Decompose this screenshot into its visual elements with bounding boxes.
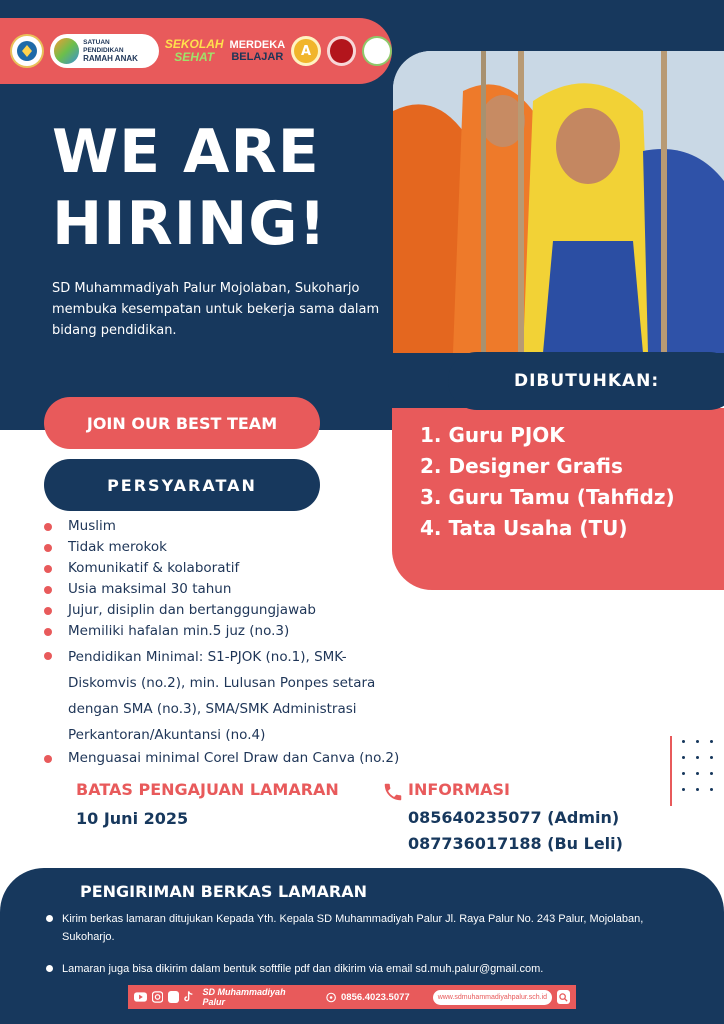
students-photo: [393, 51, 724, 353]
merdeka-belajar-line-2: BELAJAR: [231, 51, 284, 63]
footer-school-name: SD Muhammadiyah Palur: [202, 987, 286, 1007]
info-phone-admin[interactable]: 085640235077 (Admin): [408, 808, 620, 827]
bullet-icon: [46, 915, 53, 922]
instagram-icon[interactable]: [152, 991, 163, 1003]
requirement-item: [44, 600, 444, 621]
intro-text: SD Muhammadiyah Palur Mojolaban, Sukoharjo membuka kesempatan untuk bekerja sama dalam bidang pendidikan.: [52, 281, 380, 338]
logo-bar: [0, 18, 392, 84]
requirement-text: Jujur, disiplin dan bertanggungjawab: [68, 602, 316, 618]
footer-bar: [128, 985, 576, 1009]
requirements-title: PERSYARATAN: [107, 475, 257, 495]
submission-title: PENGIRIMAN BERKAS LAMARAN: [80, 882, 367, 901]
facebook-icon[interactable]: [168, 991, 179, 1003]
bullet-icon: [44, 544, 52, 552]
join-team-button[interactable]: [44, 397, 320, 449]
submission-item: [46, 960, 676, 978]
sekolah-sehat-line-1: SEKOLAH: [164, 37, 224, 51]
school-logo-icon: [10, 34, 44, 68]
info-label: INFORMASI: [408, 780, 510, 799]
bullet-icon: [44, 586, 52, 594]
accreditation-badge: A: [291, 36, 321, 66]
tiktok-icon[interactable]: [184, 991, 193, 1003]
phone-icon: [382, 781, 404, 803]
needs-item: 4. Tata Usaha (TU): [420, 516, 628, 540]
requirement-text: Komunikatif & kolaboratif: [68, 560, 240, 576]
join-team-label: JOIN OUR BEST TEAM: [86, 413, 278, 433]
requirement-item: [44, 516, 444, 537]
bullet-icon: [44, 652, 52, 660]
needs-item: 2. Designer Grafis: [420, 454, 623, 478]
bullet-icon: [44, 755, 52, 763]
sekolah-sehat-logo: [165, 38, 224, 64]
needs-title: DIBUTUHKAN:: [514, 371, 660, 391]
needs-item: 1. Guru PJOK: [420, 423, 565, 447]
submission-text: Lamaran juga bisa dikirim dalam bentuk softfile pdf dan dikirim via email sd.muh.palur@gmail.com.: [62, 963, 544, 975]
requirement-item: [44, 537, 444, 558]
requirement-item: [44, 579, 444, 600]
submission-text: Kirim berkas lamaran ditujukan Kepada Yth. Kepala SD Muhammadiyah Palur Jl. Raya Palur No. 243 Palur, Mojolaban, Sukoharjo.: [62, 913, 644, 943]
bullet-icon: [44, 607, 52, 615]
adiwiyata-logo-icon: [362, 36, 392, 66]
ramah-anak-line-2: RAMAH ANAK: [83, 54, 138, 63]
footer-website[interactable]: www.sdmuhammadiyahpalur.sch.id: [433, 990, 552, 1005]
deadline-label: BATAS PENGAJUAN LAMARAN: [76, 780, 339, 799]
decorative-dots: [670, 736, 724, 806]
page-title: WE ARE HIRING!: [52, 117, 327, 259]
requirement-item: [44, 644, 414, 748]
needs-title-pill: [448, 352, 724, 410]
requirement-item: [44, 748, 444, 769]
info-phone-leli[interactable]: 087736017188 (Bu Leli): [408, 834, 623, 853]
needs-item: 3. Guru Tamu (Tahfidz): [420, 485, 675, 509]
requirement-item: [44, 621, 444, 642]
bullet-icon: [44, 565, 52, 573]
requirement-text: Tidak merokok: [68, 539, 167, 555]
merdeka-belajar-logo: [230, 39, 286, 63]
deadline-date: 10 Juni 2025: [76, 809, 189, 828]
submission-list: [46, 910, 676, 978]
bullet-icon: [44, 628, 52, 636]
requirement-text: Usia maksimal 30 tahun: [68, 581, 232, 597]
requirements-list: [44, 516, 444, 769]
muhammadiyah-badge-icon: [327, 36, 357, 66]
submission-item: [46, 910, 676, 946]
requirements-title-pill: [44, 459, 320, 511]
ramah-anak-icon: [54, 38, 80, 64]
youtube-icon[interactable]: [134, 991, 147, 1003]
whatsapp-icon: [326, 992, 336, 1003]
requirement-text: Pendidikan Minimal: S1-PJOK (no.1), SMK-Diskomvis (no.2), min. Lulusan Ponpes setara dengan SMA (no.3), SMA/SMK Administrasi Perkantoran/Akuntansi (no.4): [68, 649, 376, 743]
footer-whatsapp[interactable]: 0856.4023.5077: [341, 991, 410, 1003]
bullet-icon: [46, 965, 53, 972]
bullet-icon: [44, 523, 52, 531]
requirement-text: Memiliki hafalan min.5 juz (no.3): [68, 623, 290, 639]
sekolah-sehat-line-2: SEHAT: [174, 50, 215, 64]
ramah-anak-line-1: SATUAN PENDIDIKAN: [83, 39, 124, 54]
ramah-anak-logo: [50, 34, 159, 68]
requirement-text: Menguasai minimal Corel Draw dan Canva (no.2): [68, 750, 400, 766]
merdeka-belajar-line-1: MERDEKA: [229, 39, 286, 51]
requirement-item: [44, 558, 444, 579]
search-icon[interactable]: [557, 990, 570, 1004]
requirement-text: Muslim: [68, 518, 116, 534]
needs-list: [420, 420, 675, 544]
